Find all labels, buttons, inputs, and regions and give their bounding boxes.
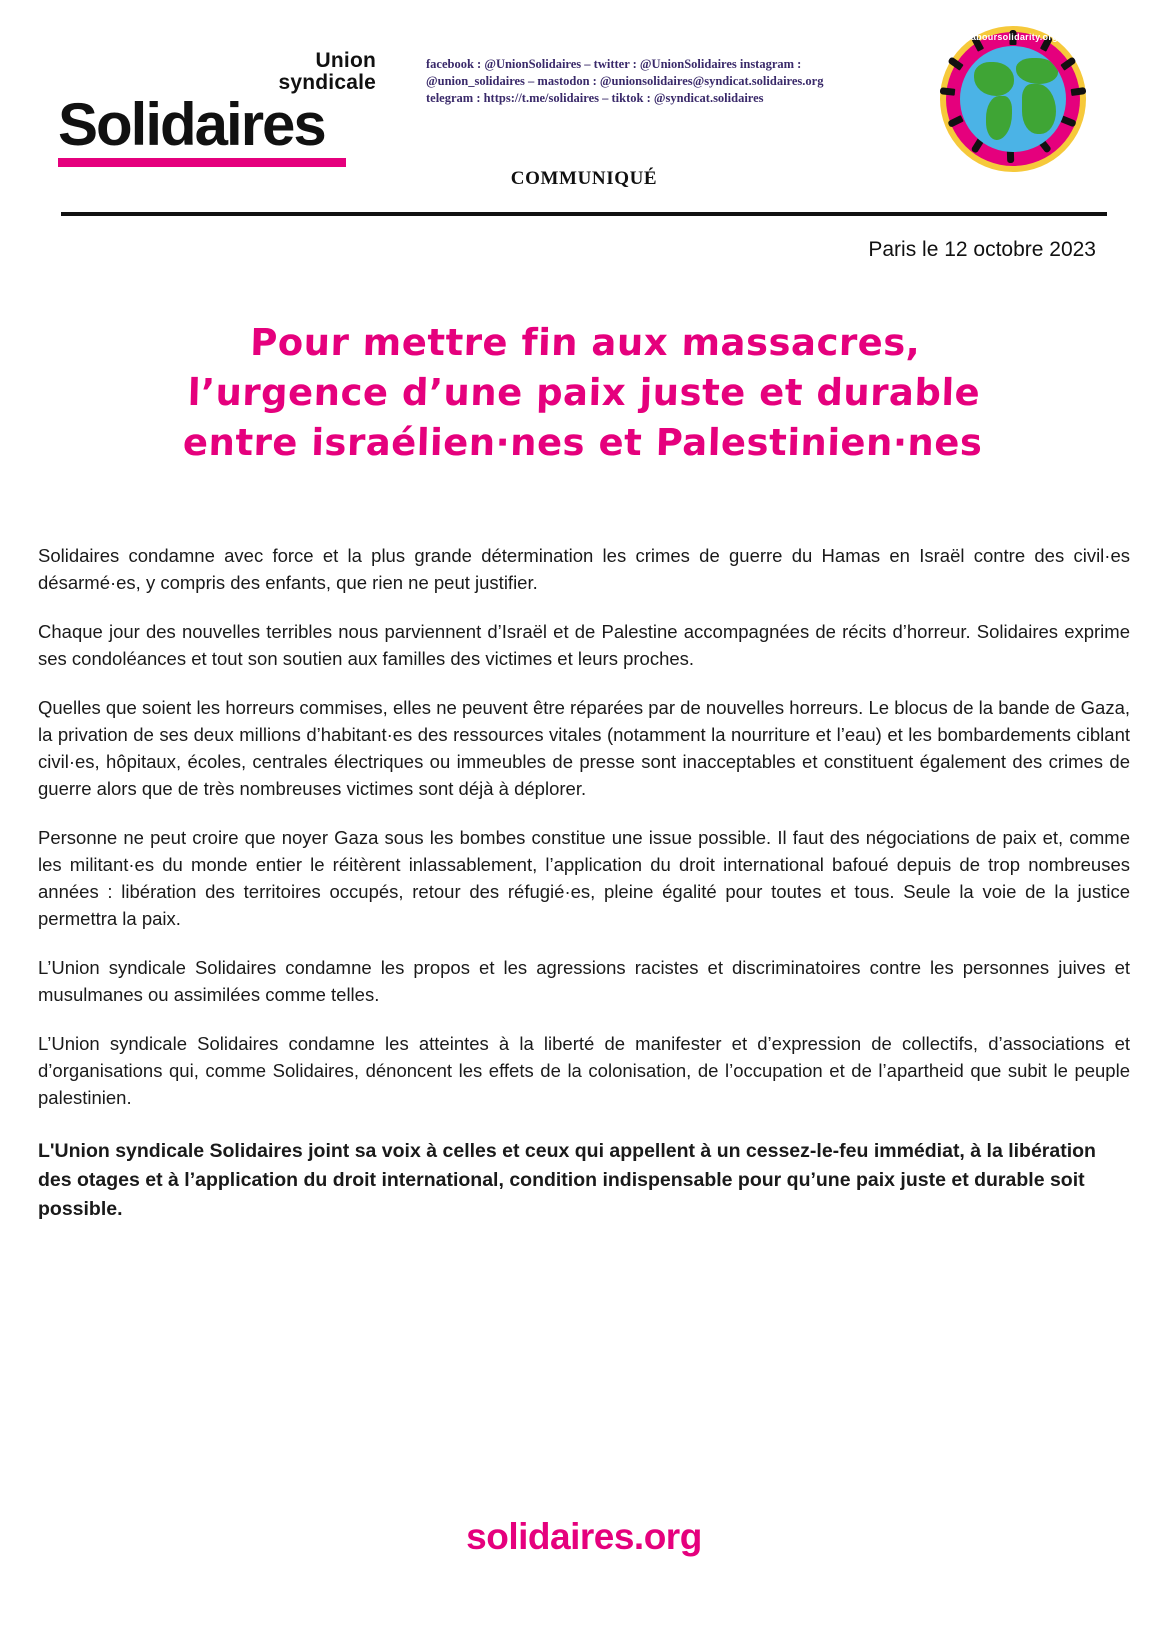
dateline: Paris le 12 octobre 2023 — [868, 238, 1096, 261]
header-divider — [61, 212, 1107, 216]
document-kicker: COMMUNIQUÉ — [510, 168, 658, 189]
body-paragraph: Solidaires condamne avec force et la plus grande détermination les crimes de guerre du Hamas en Israël contre des civil·es désarmé·es, y compris des enfants, que rien ne peut justifier. — [38, 545, 1130, 593]
social-line-3: telegram : https://t.me/solidaires – tiktok : @syndicat.solidaires — [426, 91, 764, 105]
page-title-line-2: l’urgence d’une paix juste et durable — [187, 371, 981, 414]
logo-wordmark: Solidaires — [58, 91, 325, 158]
page-title — [82, 318, 1086, 468]
logo-underline-bar — [58, 158, 346, 167]
document-footer — [0, 1516, 1168, 1558]
logo-union-line2: syndicale — [278, 71, 376, 94]
globe-caption: laboursolidarity.org — [968, 32, 1058, 42]
social-handles — [426, 56, 866, 107]
footer-website-link[interactable]: solidaires.org — [466, 1516, 702, 1557]
globe-earth — [960, 46, 1066, 152]
body-paragraph: Personne ne peut croire que noyer Gaza sous les bombes constitue une issue possible. Il faut des négociations de paix et, comme les militant·es du monde entier le réitèrent inlassablement, l’application du droit international bafoué depuis de trop nombreuses années : libération des territoires occupés, retour des réfugié·es, pleine égalité pour toutes et tous. Seule la voie de la justice permettra la paix. — [38, 827, 1130, 929]
body-paragraph: L’Union syndicale Solidaires condamne les atteintes à la liberté de manifester et d’expression de collectifs, d’associations et d’organisations qui, comme Solidaires, dénoncent les effets de la colonisation, de l’occupation et de l’apartheid que subit le peuple palestinien. — [38, 1033, 1130, 1108]
page-title-line-1: Pour mettre fin aux massacres, — [249, 321, 921, 364]
solidaires-logo — [58, 49, 378, 167]
call-to-action-paragraph: L'Union syndicale Solidaires joint sa voix à celles et ceux qui appellent à un cessez-le-feu immédiat, à la libération des otages et à l’application du droit international, condition indispensable pour qu’une paix juste et durable soit possible. — [38, 1140, 1096, 1220]
labour-solidarity-globe-icon — [940, 26, 1086, 172]
social-line-2: @union_solidaires – mastodon : @unionsolidaires@syndicat.solidaires.org — [426, 74, 824, 88]
page-title-line-3: entre israélien·nes et Palestinien·nes — [182, 421, 983, 464]
body-paragraph: Chaque jour des nouvelles terribles nous parviennent d’Israël et de Palestine accompagnées de récits d’horreur. Solidaires exprime ses condoléances et tout son soutien aux familles des victimes et leurs proches. — [38, 621, 1130, 669]
document-body — [36, 542, 1132, 1224]
logo-union-syndicale — [278, 50, 376, 94]
document-header — [36, 0, 1132, 196]
body-paragraph: L’Union syndicale Solidaires condamne les propos et les agressions racistes et discriminatoires contre les personnes juives et musulmanes ou assimilées comme telles. — [38, 957, 1130, 1005]
logo-union-line1: Union — [315, 49, 376, 72]
body-paragraph: Quelles que soient les horreurs commises, elles ne peuvent être réparées par de nouvelles horreurs. Le blocus de la bande de Gaza, la privation de ses deux millions d’habitant·es des ressources vitales (notamment la nourriture et l’eau) et les bombardements ciblant civil·es, hôpitaux, écoles, centrales électriques ou immeubles de presse sont inacceptables et constituent également des crimes de guerre alors que de très nombreuses victimes sont déjà à déplorer. — [38, 697, 1130, 799]
social-line-1: facebook : @UnionSolidaires – twitter : @UnionSolidaires instagram : — [426, 57, 802, 71]
